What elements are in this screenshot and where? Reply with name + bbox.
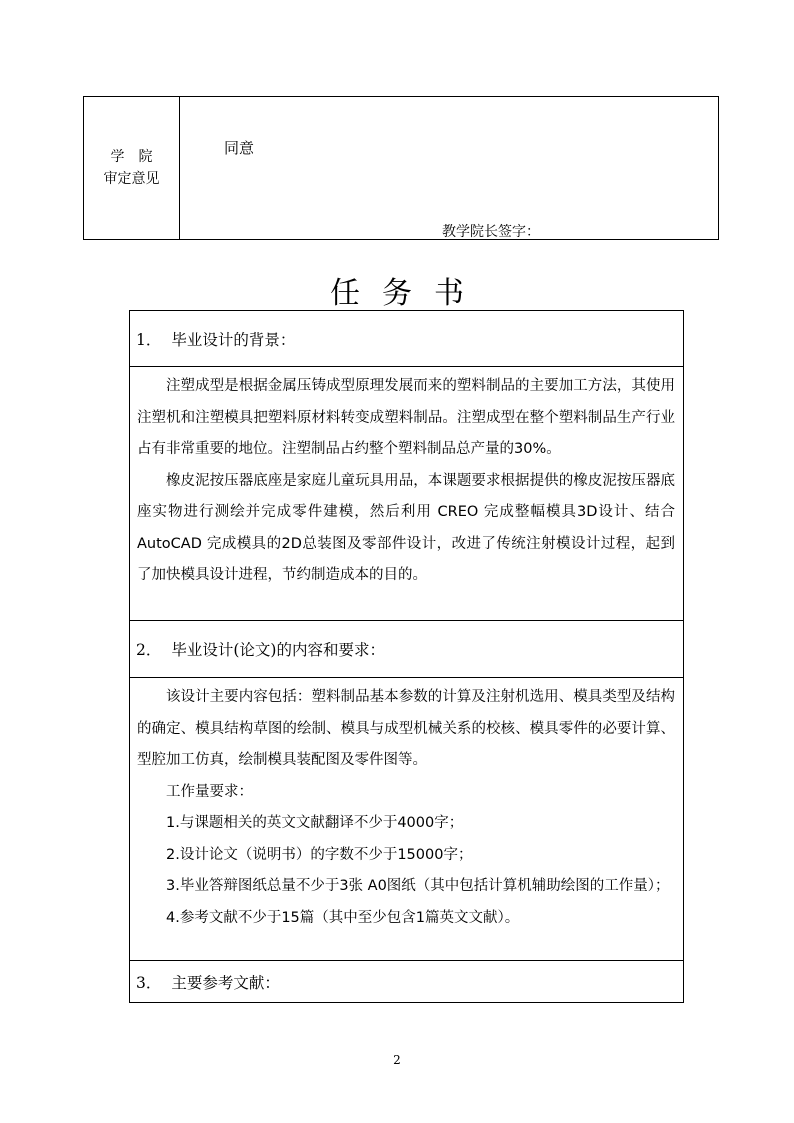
paragraph: 橡皮泥按压器底座是家庭儿童玩具用品，本课题要求根据提供的橡皮泥按压器底座实物进行测绘并完成零件建模，然后利用 CREO 完成整幅模具3D设计、结合 AutoCAD 完成模具的2D总装图及零部件设计，改进了传统注射模设计过程，起到了加快模具设计进程，节约制造成本的目的。 — [137, 472, 675, 583]
section-heading: 毕业设计(论文)的内容和要求： — [171, 641, 385, 659]
paragraph: 工作量要求： — [166, 783, 253, 800]
section-2-body — [130, 678, 683, 961]
paragraph: 2.设计论文（说明书）的字数不少于15000字； — [166, 846, 473, 863]
approval-opinion: 同意 — [224, 139, 255, 157]
section-3-header — [130, 961, 683, 1002]
approval-label-cell — [84, 97, 180, 239]
page-number: 2 — [393, 1053, 401, 1067]
paragraph: 注塑成型是根据金属压铸成型原理发展而来的塑料制品的主要加工方法，其使用注塑机和注塑模具把塑料原材料转变成塑料制品。注塑成型在整个塑料制品生产行业占有非常重要的地位。注塑制品占约整个塑料制品总产量的30%。 — [137, 378, 675, 457]
approval-table — [83, 96, 719, 240]
section-1-body — [130, 367, 683, 621]
section-number: 2． — [136, 641, 162, 659]
paragraph: 3.毕业答辩图纸总量不少于3张 A0图纸（其中包括计算机辅助绘图的工作量）； — [166, 878, 670, 894]
dean-signature-label: 教学院长签字： — [442, 224, 540, 240]
approval-label-line2: 审定意见 — [103, 171, 160, 187]
section-1-header — [130, 311, 683, 367]
page-title: 任务书 — [330, 276, 486, 311]
section-heading: 主要参考文献： — [171, 973, 280, 992]
paragraph: 4.参考文献不少于15篇（其中至少包含1篇英文文献）。 — [166, 909, 520, 926]
paragraph: 1.与课题相关的英文文献翻译不少于4000字； — [166, 815, 464, 831]
section-number: 3． — [136, 973, 162, 992]
paragraph: 该设计主要内容包括：塑料制品基本参数的计算及注射机选用、模具类型及结构的确定、模具结构草图的绘制、模具与成型机械关系的校核、模具零件的必要计算、型腔加工仿真，绘制模具装配图及零件图等。 — [137, 689, 675, 768]
section-number: 1． — [136, 330, 162, 349]
approval-content-cell — [180, 97, 718, 239]
section-2-header — [130, 621, 683, 678]
section-heading: 毕业设计的背景： — [171, 330, 296, 349]
task-table — [129, 310, 684, 1003]
approval-label-line1: 学院 — [110, 149, 167, 165]
